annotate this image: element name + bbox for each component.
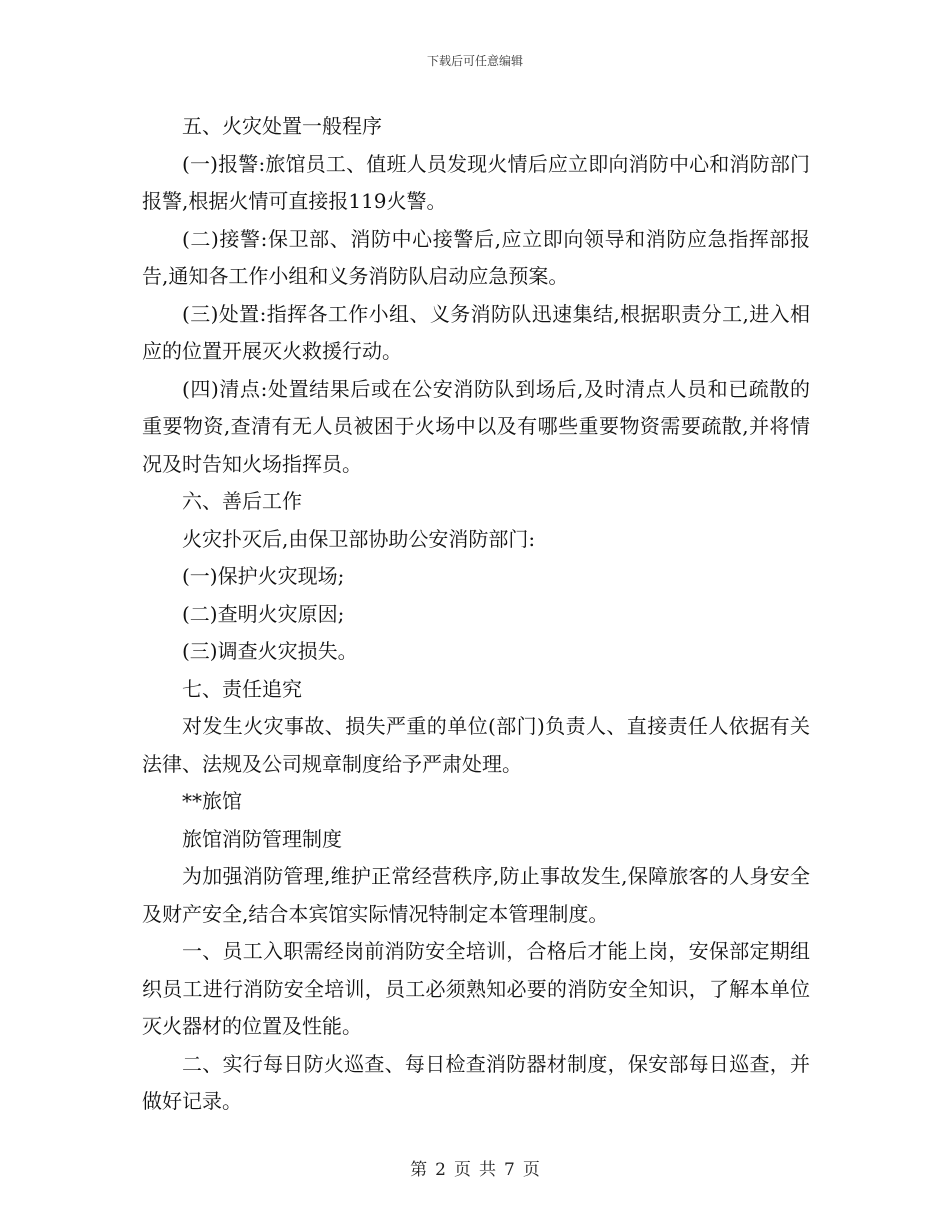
paragraph-count: (四)清点:处置结果后或在公安消防队到场后,及时清点人员和已疏散的重要物资,查清有无人员被困于火场中以及有哪些重要物资需要疏散,并将情况及时告知火场指挥员。 (142, 376, 810, 476)
footer-total-label: 共 (479, 1160, 496, 1180)
document-title: 旅馆消防管理制度 (182, 826, 342, 851)
section-heading-aftermath: 六、善后工作 (182, 489, 302, 513)
page-footer (0, 1155, 950, 1180)
list-item-find-cause: (二)查明火灾原因; (182, 601, 345, 626)
paragraph-purpose: 为加强消防管理,维护正常经营秩序,防止事故发生,保障旅客的人身安全及财产安全,结合本宾馆实际情况特制定本管理制度。 (142, 864, 810, 926)
paragraph-after-fire: 火灾扑灭后,由保卫部协助公安消防部门: (182, 526, 536, 551)
paragraph-daily-inspection: 二、实行每日防火巡查、每日检查消防器材制度，保安部每日巡查，并做好记录。 (142, 1051, 810, 1113)
footer-page-label: 页 (454, 1160, 471, 1180)
document-body (142, 108, 810, 1121)
list-item-investigate-loss: (三)调查火灾损失。 (182, 639, 358, 663)
section-heading-fire-procedure: 五、火灾处置一般程序 (182, 114, 382, 138)
footer-current-page: 2 (435, 1160, 446, 1180)
footer-prefix: 第 (410, 1160, 428, 1180)
paragraph-accountability: 对发生火灾事故、损失严重的单位(部门)负责人、直接责任人依据有关法律、法规及公司规章制度给予严肃处理。 (142, 714, 810, 776)
footer-suffix: 页 (522, 1160, 540, 1180)
footer-total-pages: 7 (504, 1160, 515, 1180)
paragraph-receive-alarm: (二)接警:保卫部、消防中心接警后,应立即向领导和消防应急指挥部报告,通知各工作小组和义务消防队启动应急预案。 (142, 226, 810, 288)
section-heading-accountability: 七、责任追究 (182, 676, 302, 701)
paragraph-alarm: (一)报警:旅馆员工、值班人员发现火情后应立即向消防中心和消防部门报警,根据火情可直接报119火警。 (142, 151, 810, 213)
page-header: 下载后可任意编辑 (426, 54, 523, 68)
paragraph-handling: (三)处置:指挥各工作小组、义务消防队迅速集结,根据职责分工,进入相应的位置开展灭火救援行动。 (142, 301, 810, 363)
list-item-protect-scene: (一)保护火灾现场; (182, 564, 345, 588)
paragraph-training: 一、员工入职需经岗前消防安全培训，合格后才能上岗，安保部定期组织员工进行消防安全培训，员工必须熟知必要的消防安全知识，了解本单位灭火器材的位置及性能。 (142, 939, 810, 1038)
hotel-name: **旅馆 (182, 789, 242, 813)
